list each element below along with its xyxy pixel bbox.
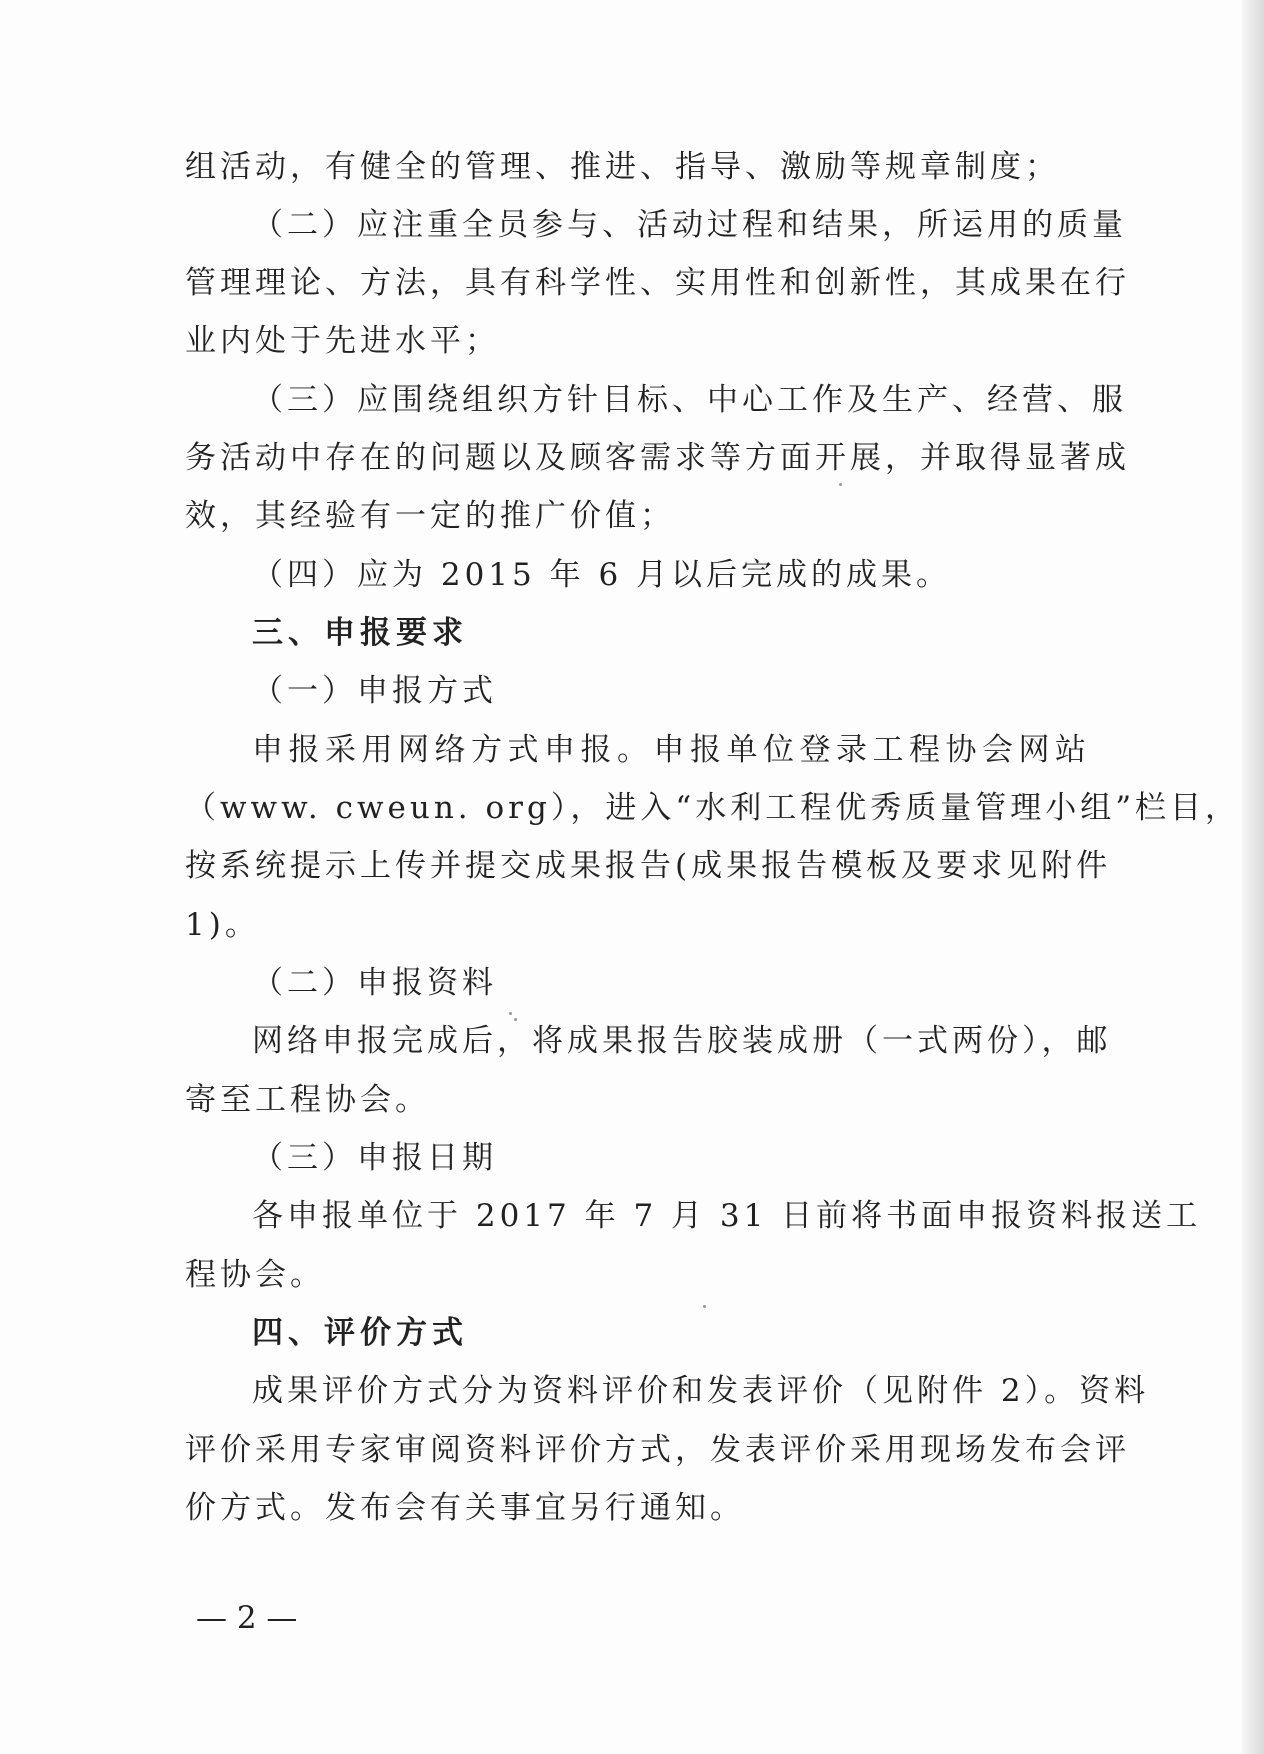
section-heading: 四、评价方式 <box>252 1315 468 1351</box>
text-line: （三）应围绕组织方针目标、中心工作及生产、经营、服 <box>252 382 1127 418</box>
page-number: — 2 — <box>196 1600 298 1636</box>
text-line: 网络申报完成后，将成果报告胶装成册（一式两份），邮 <box>252 1023 1112 1059</box>
text-line: （四）应为 2015 年 6 月以后完成的成果。 <box>252 557 952 593</box>
text-line: （www. cweun. org），进入“水利工程优秀质量管理小组”栏目， <box>185 790 1241 826</box>
text-line: 务活动中存在的问题以及顾客需求等方面开展，并取得显著成 <box>185 440 1130 476</box>
subsection-heading: （一）申报方式 <box>252 673 497 709</box>
text-line: 评价采用专家审阅资料评价方式，发表评价采用现场发布会评 <box>185 1432 1130 1468</box>
text-line: 管理理论、方法，具有科学性、实用性和创新性，其成果在行 <box>185 265 1130 301</box>
text-line: 成果评价方式分为资料评价和发表评价（见附件 2）。资料 <box>252 1373 1150 1409</box>
text-line: 按系统提示上传并提交成果报告(成果报告模板及要求见附件 <box>185 848 1112 884</box>
scan-speck <box>509 1012 512 1015</box>
text-line: 程协会。 <box>185 1257 325 1293</box>
text-line: （二）应注重全员参与、活动过程和结果，所运用的质量 <box>252 207 1127 243</box>
scan-speck <box>703 1305 706 1308</box>
text-line: 价方式。发布会有关事宜另行通知。 <box>185 1490 745 1526</box>
section-heading: 三、申报要求 <box>252 615 468 651</box>
subsection-heading: （二）申报资料 <box>252 965 497 1001</box>
text-line: 效，其经验有一定的推广价值； <box>185 498 675 534</box>
text-line: 申报采用网络方式申报。申报单位登录工程协会网站 <box>252 732 1092 768</box>
text-line: 业内处于先进水平； <box>185 323 500 359</box>
text-line: 1)。 <box>185 907 260 943</box>
subsection-heading: （三）申报日期 <box>252 1140 497 1176</box>
text-line: 各申报单位于 2017 年 7 月 31 日前将书面申报资料报送工 <box>252 1198 1202 1234</box>
scan-speck <box>514 1018 517 1021</box>
text-line: 寄至工程协会。 <box>185 1082 430 1118</box>
text-line: 组活动，有健全的管理、推进、指导、激励等规章制度； <box>185 149 1060 185</box>
scan-speck <box>839 483 842 486</box>
